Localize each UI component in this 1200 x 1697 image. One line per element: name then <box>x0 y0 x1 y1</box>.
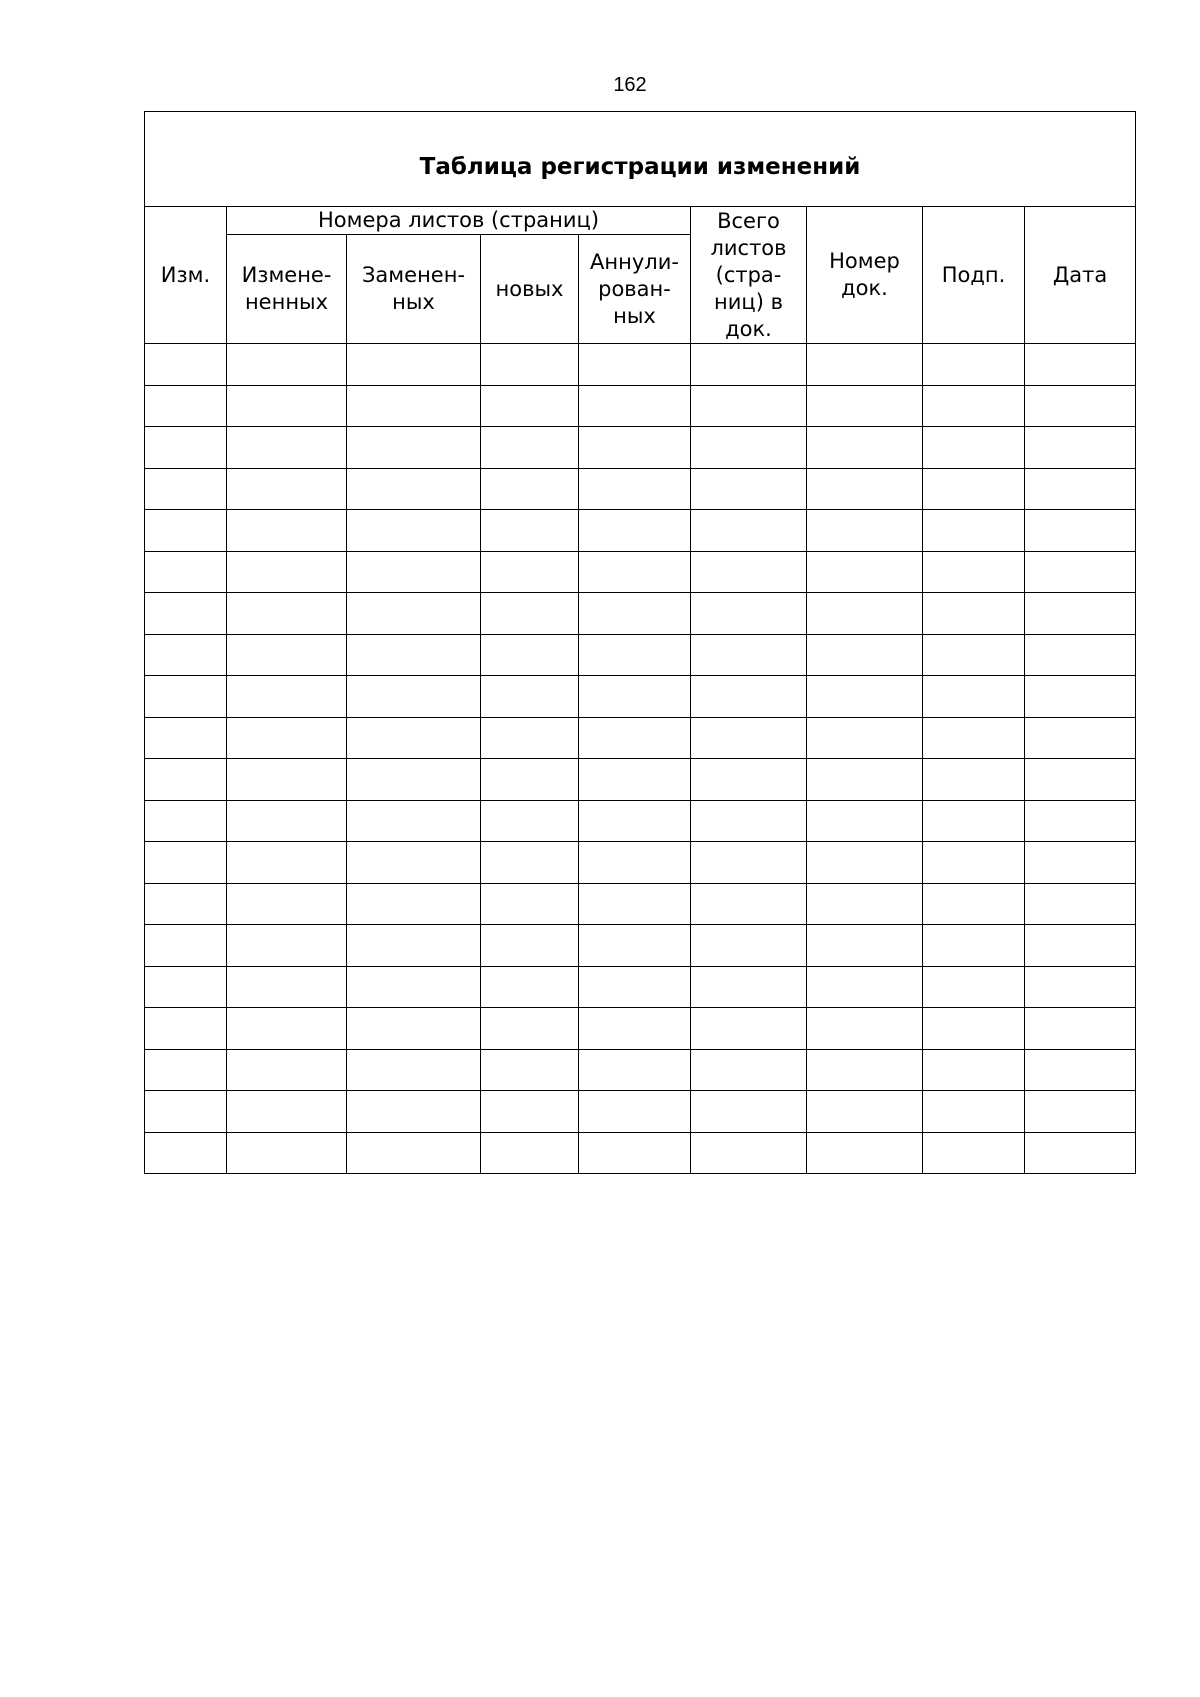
table-cell <box>347 344 481 386</box>
header-annulled: Аннули- рован- ных <box>579 235 691 344</box>
table-cell <box>579 1132 691 1174</box>
table-cell <box>807 1049 923 1091</box>
table-cell <box>347 842 481 884</box>
table-cell <box>347 800 481 842</box>
table-cell <box>227 634 347 676</box>
table-cell <box>807 759 923 801</box>
table-row <box>145 634 1136 676</box>
table-cell <box>347 1008 481 1050</box>
table-row <box>145 510 1136 552</box>
table-cell <box>807 883 923 925</box>
table-cell <box>1025 344 1136 386</box>
table-cell <box>1025 717 1136 759</box>
header-izm: Изм. <box>145 207 227 344</box>
table-cell <box>923 427 1025 469</box>
table-cell <box>227 551 347 593</box>
table-cell <box>227 468 347 510</box>
table-cell <box>579 510 691 552</box>
table-cell <box>923 593 1025 635</box>
table-cell <box>145 344 227 386</box>
table-cell <box>1025 676 1136 718</box>
table-row <box>145 717 1136 759</box>
table-cell <box>145 883 227 925</box>
table-cell <box>923 966 1025 1008</box>
table-cell <box>145 842 227 884</box>
table-cell <box>347 634 481 676</box>
table-row <box>145 800 1136 842</box>
header-new: новых <box>481 235 579 344</box>
table-cell <box>1025 842 1136 884</box>
table-cell <box>691 1049 807 1091</box>
table-row <box>145 883 1136 925</box>
table-row <box>145 842 1136 884</box>
table-cell <box>347 551 481 593</box>
header-signature: Подп. <box>923 207 1025 344</box>
table-cell <box>347 883 481 925</box>
table-cell <box>691 883 807 925</box>
table-cell <box>145 966 227 1008</box>
table-cell <box>923 717 1025 759</box>
table-cell <box>807 676 923 718</box>
table-cell <box>923 510 1025 552</box>
table-cell <box>807 842 923 884</box>
table-cell <box>691 759 807 801</box>
table-row <box>145 1049 1136 1091</box>
table-cell <box>1025 759 1136 801</box>
table-cell <box>807 925 923 967</box>
table-cell <box>481 468 579 510</box>
table-cell <box>481 344 579 386</box>
table-cell <box>579 800 691 842</box>
table-cell <box>691 1091 807 1133</box>
table-cell <box>807 344 923 386</box>
table-cell <box>347 1132 481 1174</box>
table-cell <box>691 344 807 386</box>
table-cell <box>1025 510 1136 552</box>
table-cell <box>923 385 1025 427</box>
table-cell <box>145 510 227 552</box>
table-cell <box>579 593 691 635</box>
table-cell <box>481 759 579 801</box>
table-cell <box>691 925 807 967</box>
table-cell <box>481 593 579 635</box>
table-cell <box>579 551 691 593</box>
table-row <box>145 759 1136 801</box>
table-cell <box>691 1132 807 1174</box>
table-cell <box>145 551 227 593</box>
table-row <box>145 344 1136 386</box>
table-cell <box>227 385 347 427</box>
table-row <box>145 427 1136 469</box>
table-cell <box>227 759 347 801</box>
table-cell <box>1025 1091 1136 1133</box>
table-cell <box>145 634 227 676</box>
table-cell <box>923 551 1025 593</box>
table-cell <box>923 1132 1025 1174</box>
table-cell <box>481 966 579 1008</box>
table-cell <box>145 468 227 510</box>
table-cell <box>579 1091 691 1133</box>
table-cell <box>923 800 1025 842</box>
header-changed: Измене- ненных <box>227 235 347 344</box>
table-cell <box>227 966 347 1008</box>
table-cell <box>923 925 1025 967</box>
table-cell <box>1025 468 1136 510</box>
table-cell <box>481 427 579 469</box>
table-cell <box>227 1132 347 1174</box>
table-cell <box>145 385 227 427</box>
table-row <box>145 925 1136 967</box>
table-cell <box>807 966 923 1008</box>
table-cell <box>807 634 923 676</box>
table-cell <box>691 468 807 510</box>
table-row <box>145 676 1136 718</box>
table-cell <box>579 385 691 427</box>
table-cell <box>481 1091 579 1133</box>
header-sheet-numbers: Номера листов (страниц) <box>227 207 691 235</box>
table-cell <box>1025 593 1136 635</box>
table-cell <box>481 551 579 593</box>
table-cell <box>481 800 579 842</box>
table-cell <box>1025 1008 1136 1050</box>
table-cell <box>691 717 807 759</box>
table-cell <box>347 468 481 510</box>
table-cell <box>347 593 481 635</box>
table-cell <box>145 1008 227 1050</box>
table-cell <box>227 344 347 386</box>
table-cell <box>691 800 807 842</box>
table-cell <box>227 427 347 469</box>
table-cell <box>347 1049 481 1091</box>
table-cell <box>579 717 691 759</box>
table-cell <box>807 800 923 842</box>
table-cell <box>1025 883 1136 925</box>
table-cell <box>227 1091 347 1133</box>
table-cell <box>347 759 481 801</box>
table-cell <box>227 676 347 718</box>
table-row <box>145 1008 1136 1050</box>
table-cell <box>1025 634 1136 676</box>
table-cell <box>145 800 227 842</box>
table-cell <box>691 510 807 552</box>
table-cell <box>807 427 923 469</box>
table-cell <box>579 925 691 967</box>
table-cell <box>1025 1132 1136 1174</box>
table-cell <box>481 1008 579 1050</box>
table-cell <box>923 1091 1025 1133</box>
table-cell <box>579 966 691 1008</box>
table-cell <box>807 468 923 510</box>
table-cell <box>347 385 481 427</box>
table-cell <box>807 1091 923 1133</box>
table-cell <box>145 717 227 759</box>
table-cell <box>691 1008 807 1050</box>
table-cell <box>923 842 1025 884</box>
table-cell <box>1025 1049 1136 1091</box>
header-doc-number: Номер док. <box>807 207 923 344</box>
table-cell <box>347 717 481 759</box>
table-cell <box>691 634 807 676</box>
table-cell <box>923 1008 1025 1050</box>
table-cell <box>347 510 481 552</box>
table-cell <box>347 427 481 469</box>
table-cell <box>227 1049 347 1091</box>
table-cell <box>1025 966 1136 1008</box>
table-title: Таблица регистрации изменений <box>145 112 1136 207</box>
table-row <box>145 593 1136 635</box>
table-body <box>145 344 1136 1174</box>
table-cell <box>227 925 347 967</box>
table-cell <box>481 717 579 759</box>
table-cell <box>481 385 579 427</box>
table-cell <box>1025 427 1136 469</box>
table-cell <box>923 634 1025 676</box>
table-cell <box>145 1132 227 1174</box>
table-cell <box>481 883 579 925</box>
table-cell <box>579 468 691 510</box>
table-cell <box>691 593 807 635</box>
table-cell <box>481 510 579 552</box>
table-cell <box>145 1091 227 1133</box>
table-cell <box>227 883 347 925</box>
table-cell <box>347 966 481 1008</box>
table-cell <box>145 676 227 718</box>
table-cell <box>145 759 227 801</box>
table-cell <box>145 427 227 469</box>
table-cell <box>579 842 691 884</box>
table-cell <box>579 883 691 925</box>
table-cell <box>347 925 481 967</box>
table-cell <box>227 593 347 635</box>
table-cell <box>145 925 227 967</box>
table-cell <box>807 1008 923 1050</box>
table-cell <box>691 427 807 469</box>
table-cell <box>347 676 481 718</box>
page-number: 162 <box>613 74 647 96</box>
table-cell <box>807 385 923 427</box>
table-cell <box>691 842 807 884</box>
table-cell <box>1025 800 1136 842</box>
table-cell <box>923 344 1025 386</box>
table-cell <box>1025 925 1136 967</box>
table-row <box>145 551 1136 593</box>
table-cell <box>579 1049 691 1091</box>
table-cell <box>227 510 347 552</box>
table-cell <box>227 800 347 842</box>
table-cell <box>691 676 807 718</box>
table-cell <box>691 966 807 1008</box>
table-cell <box>807 1132 923 1174</box>
table-cell <box>923 676 1025 718</box>
table-cell <box>579 634 691 676</box>
table-cell <box>227 717 347 759</box>
table-cell <box>481 842 579 884</box>
table-row <box>145 385 1136 427</box>
change-registration-table <box>144 111 1136 1174</box>
header-total-sheets: Всего листов (стра- ниц) в док. <box>691 207 807 344</box>
table-row <box>145 966 1136 1008</box>
table-cell <box>807 717 923 759</box>
header-date: Дата <box>1025 207 1136 344</box>
header-replaced: Заменен- ных <box>347 235 481 344</box>
table-cell <box>923 759 1025 801</box>
table-cell <box>227 1008 347 1050</box>
table-cell <box>481 1132 579 1174</box>
table-cell <box>579 676 691 718</box>
table-cell <box>347 1091 481 1133</box>
table-cell <box>579 759 691 801</box>
table-cell <box>923 1049 1025 1091</box>
table-cell <box>691 551 807 593</box>
table-cell <box>481 676 579 718</box>
table-cell <box>481 634 579 676</box>
table-row <box>145 468 1136 510</box>
table-cell <box>1025 551 1136 593</box>
table-cell <box>923 883 1025 925</box>
table-cell <box>145 1049 227 1091</box>
table-cell <box>579 1008 691 1050</box>
table-cell <box>579 344 691 386</box>
table-cell <box>1025 385 1136 427</box>
table-cell <box>691 385 807 427</box>
table-cell <box>481 1049 579 1091</box>
table-cell <box>807 510 923 552</box>
table-cell <box>923 468 1025 510</box>
table-cell <box>481 925 579 967</box>
table-row <box>145 1132 1136 1174</box>
table-cell <box>227 842 347 884</box>
table-cell <box>145 593 227 635</box>
table-cell <box>579 427 691 469</box>
table-cell <box>807 551 923 593</box>
table-row <box>145 1091 1136 1133</box>
table-cell <box>807 593 923 635</box>
